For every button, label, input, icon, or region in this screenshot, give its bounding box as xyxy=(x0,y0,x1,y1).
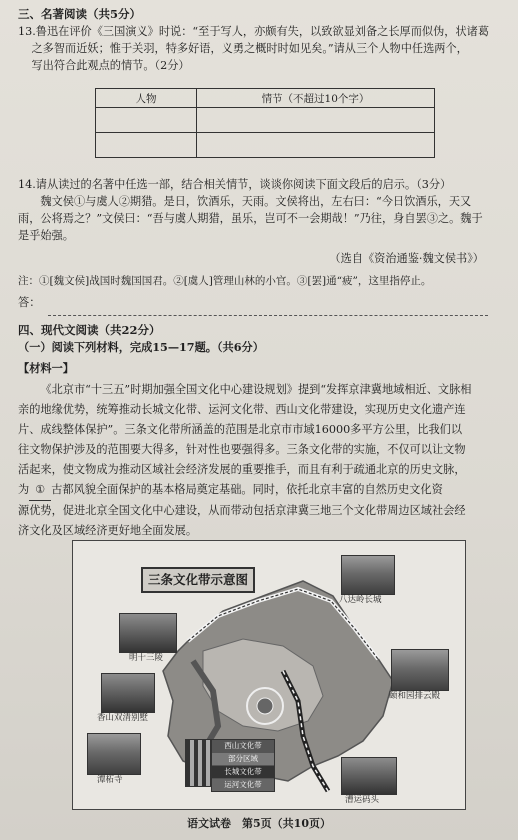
section3-title: 三、名著阅读（共5分） xyxy=(18,7,142,21)
p1-line6 xyxy=(18,480,506,501)
passage-line1: 魏文侯①与虞人②期猎。是日，饮酒乐，天雨。文侯将出，左右曰：“今日饮酒乐，天又 xyxy=(40,195,472,208)
culture-belt-map xyxy=(72,540,466,810)
p1-line7: 源优势，促进北京全国文化中心建设，从而带动包括京津冀三地三个文化带周边区域社会经 xyxy=(18,504,466,517)
p1-line2: 亲的地缘优势，统筹推动长城文化带、运河文化带、西山文化带建设，实现历史文化遗产连 xyxy=(18,403,466,416)
q13-line1: 13.鲁迅在评价《三国演义》时说：“至于写人，亦颇有失，以致欲显刘备之长厚而似伪，状诸葛 xyxy=(18,25,490,38)
q14-block xyxy=(18,176,506,311)
xiangshan-caption: 香山双清别墅 xyxy=(97,713,149,723)
summer-palace-caption: 颐和园排云殿 xyxy=(389,691,441,701)
ming13-photo xyxy=(119,613,177,653)
badaling-photo xyxy=(341,555,395,595)
p1-line4: 往文物保护涉及的范围要大得多，针对性也要强得多。三条文化带的实施，不仅可以让文物 xyxy=(18,443,466,456)
q13-line3: 写出符合此观点的情节。（2分） xyxy=(31,59,190,72)
caoyun-caption: 漕运码头 xyxy=(345,795,380,805)
passage-line2: 雨，公将焉之？”文侯曰：“吾与虞人期猎，虽乐，岂可不一会期哉！”乃往，身自罢③之。魏于 xyxy=(18,212,483,225)
table-cell[interactable] xyxy=(96,108,197,133)
ming13-caption: 明十三陵 xyxy=(129,653,164,663)
legend-changcheng: 长城文化带 xyxy=(212,766,274,779)
table-header-person: 人物 xyxy=(96,89,197,108)
p1-line6-post: 古都风貌全面保护的基本格局奠定基础。同时，依托北京丰富的自然历史文化资 xyxy=(51,483,443,496)
q13-answer-table xyxy=(95,88,435,158)
caoyun-photo xyxy=(341,757,397,795)
table-cell[interactable] xyxy=(197,133,435,158)
section4-title: 四、现代文阅读（共22分） xyxy=(18,323,161,337)
p1-line1: 《北京市“十三五”时期加强全国文化中心建设规划》提到“发挥京津冀地域相近、文脉相 xyxy=(40,383,472,396)
section3-block xyxy=(18,6,506,74)
material1-label: 【材料一】 xyxy=(18,361,74,375)
answer-label: 答： xyxy=(18,296,41,309)
legend-yunhe: 运河文化带 xyxy=(212,779,274,791)
answer-line[interactable] xyxy=(48,315,488,316)
p1-line6-pre: 为 xyxy=(18,483,30,496)
passage-line3: 是乎始强。 xyxy=(18,229,74,242)
passage-note: 注：①[魏文侯]战国时魏国国君。②[虞人]管理山林的小官。③[罢]通“疲”，这里指停止。 xyxy=(18,275,432,287)
section4-block xyxy=(18,322,506,541)
tanzhe-photo xyxy=(87,733,141,775)
q14-line1: 14.请从读过的名著中任选一部，结合相关情节，谈谈你阅读下面文段后的启示。（3分） xyxy=(18,178,452,191)
legend-overlap: 部分区域 xyxy=(212,753,274,766)
passage-source: （选自《资治通鉴·魏文侯书》） xyxy=(329,252,484,265)
p1-line5: 活起来，使文物成为推动区域社会经济发展的重要推手，而且有利于疏通北京的历史文脉， xyxy=(18,463,466,476)
tanzhe-caption: 潭柘寺 xyxy=(97,775,123,785)
legend-xishan: 西山文化带 xyxy=(212,740,274,753)
p1-line3: 片、成线整体保护”。三条文化带所涵盖的范围是北京市市域16000多平方公里，比我们以 xyxy=(18,423,463,436)
table-cell[interactable] xyxy=(96,133,197,158)
legend-swatches xyxy=(185,739,211,787)
badaling-caption: 八达岭长城 xyxy=(339,595,382,605)
part1-title: （一）阅读下列材料，完成15—17题。（共6分） xyxy=(18,340,264,354)
xiangshan-photo xyxy=(101,673,155,713)
table-header-plot: 情节（不超过10个字） xyxy=(197,89,435,108)
p1-line8: 济文化及区域经济更好地全面发展。 xyxy=(18,524,198,537)
map-legend xyxy=(211,739,275,792)
map-title: 三条文化带示意图 xyxy=(141,567,255,593)
table-cell[interactable] xyxy=(197,108,435,133)
q13-line2: 之多智而近妖；惟于关羽，特多好语，义勇之概时时如见矣。”请从三个人物中任选两个， xyxy=(31,42,468,55)
page-footer: 语文试卷 第5页（共10页） xyxy=(187,817,331,830)
summer-palace-photo xyxy=(391,649,449,691)
fill-blank-1[interactable]: ① xyxy=(29,480,51,501)
